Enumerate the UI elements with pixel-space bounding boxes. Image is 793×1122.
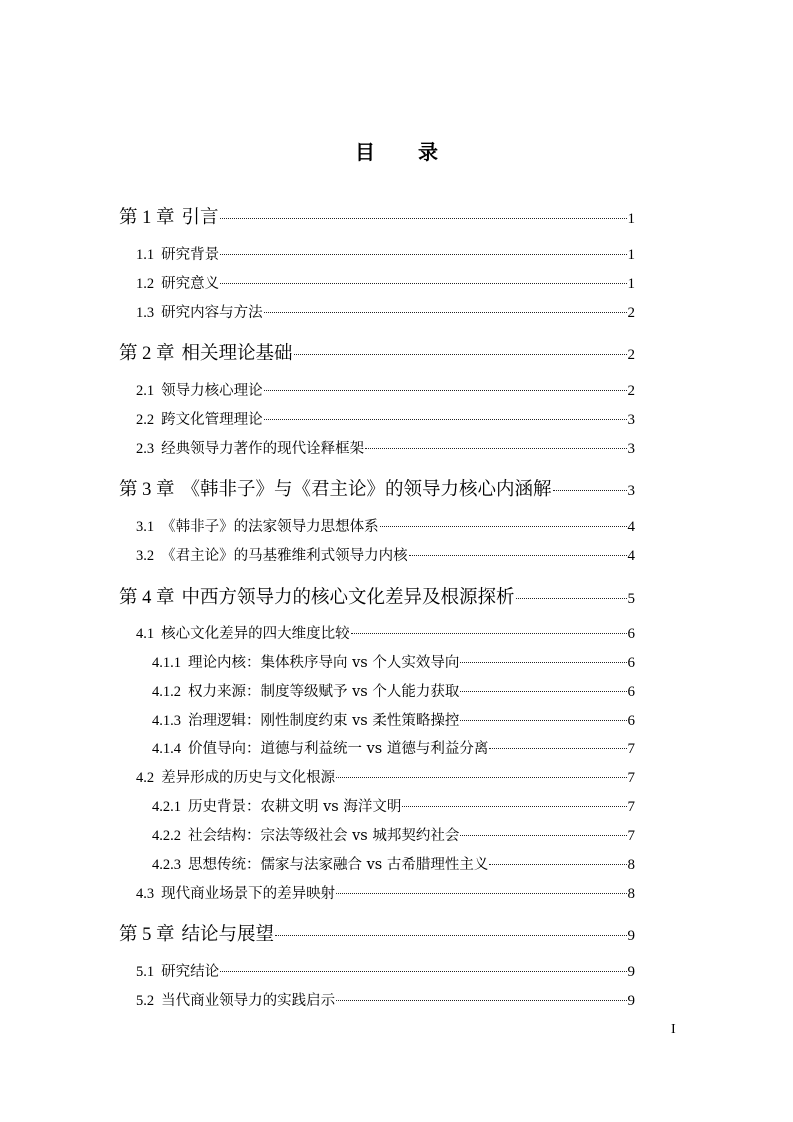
dot-leader	[351, 633, 627, 634]
toc-entry-label	[136, 379, 263, 400]
toc-entry-page: 8	[627, 857, 635, 873]
toc-entry-text: 核心文化差异的四大维度比较	[161, 626, 350, 642]
toc-chapter-entry[interactable]	[119, 339, 635, 365]
toc-entry-page: 7	[627, 770, 635, 786]
toc-section-entry[interactable]	[136, 379, 635, 400]
toc-entry-text: 中西方领导力的核心文化差异及根源探析	[181, 587, 515, 608]
toc-entry-number: 1.3	[136, 305, 155, 321]
toc-entry-text: 治理逻辑：刚性制度约束 vs 柔性策略操控	[188, 713, 460, 729]
toc-entry-text: 现代商业场景下的差异映射	[161, 886, 336, 902]
toc-entry-number: 4.1.1	[152, 655, 181, 671]
dot-leader	[275, 935, 626, 936]
dot-leader	[220, 283, 626, 284]
toc-entry-label	[152, 853, 488, 874]
toc-subsection-entry[interactable]	[152, 737, 635, 758]
toc-section-entry[interactable]	[136, 437, 635, 458]
toc-chapter-entry[interactable]	[119, 203, 635, 229]
toc-entry-text: 历史背景：农耕文明 vs 海洋文明	[188, 799, 402, 815]
toc-entry-text: 权力来源：制度等级赋予 vs 个人能力获取	[188, 684, 460, 700]
toc-entry-text: 研究内容与方法	[161, 305, 263, 321]
dot-leader	[365, 448, 626, 449]
toc-entry-number: 3.1	[136, 519, 155, 535]
toc-entry-page: 7	[627, 828, 635, 844]
dot-leader	[489, 864, 626, 865]
toc-entry-number: 4.1.4	[152, 741, 181, 757]
toc-entry-text: 相关理论基础	[181, 343, 293, 364]
toc-entry-text: 研究意义	[161, 276, 220, 292]
toc-entry-number: 4.3	[136, 886, 155, 902]
toc-entry-number: 4.2.3	[152, 857, 181, 873]
toc-chapter-entry[interactable]	[119, 583, 635, 609]
toc-entry-number: 第 2 章	[119, 344, 175, 364]
toc-section-entry[interactable]	[136, 408, 635, 429]
toc-subsection-entry[interactable]	[152, 680, 635, 701]
toc-entry-label	[136, 882, 335, 903]
toc-entry-page: 2	[627, 383, 635, 399]
dot-leader	[336, 893, 626, 894]
toc-entry-number: 2.3	[136, 441, 155, 457]
toc-entry-text: 差异形成的历史与文化根源	[161, 770, 336, 786]
toc-entry-text: 领导力核心理论	[161, 383, 263, 399]
toc-entry-number: 2.1	[136, 383, 155, 399]
dot-leader	[460, 720, 626, 721]
toc-subsection-entry[interactable]	[152, 795, 635, 816]
dot-leader	[264, 419, 627, 420]
toc-entry-label	[136, 766, 335, 787]
toc-section-entry[interactable]	[136, 766, 635, 787]
dot-leader	[460, 835, 626, 836]
toc-entry-page: 1	[627, 276, 635, 292]
toc-entry-page: 7	[627, 741, 635, 757]
toc-entry-label	[152, 680, 459, 701]
dot-leader	[220, 254, 626, 255]
dot-leader	[516, 598, 627, 599]
toc-entry-number: 4.2	[136, 770, 155, 786]
toc-entry-text: 当代商业领导力的实践启示	[161, 993, 336, 1009]
toc-entry-text: 经典领导力著作的现代诠释框架	[161, 441, 365, 457]
toc-entry-text: 《韩非子》与《君主论》的领导力核心内涵解	[181, 479, 552, 500]
dot-leader	[220, 218, 627, 219]
toc-entry-label	[119, 920, 274, 946]
toc-entry-page: 4	[627, 548, 635, 564]
toc-entry-label	[136, 515, 379, 536]
toc-entry-page: 1	[627, 211, 635, 227]
toc-entry-number: 第 3 章	[119, 480, 175, 500]
toc-entry-label	[136, 301, 263, 322]
toc-entry-text: 研究背景	[161, 247, 220, 263]
toc-section-entry[interactable]	[136, 989, 635, 1010]
toc-entry-page: 6	[627, 626, 635, 642]
toc-entry-text: 社会结构：宗法等级社会 vs 城邦契约社会	[188, 828, 460, 844]
toc-entry-number: 4.1	[136, 626, 155, 642]
dot-leader	[336, 1000, 626, 1001]
toc-entry-page: 9	[627, 964, 635, 980]
toc-entry-page: 9	[627, 993, 635, 1009]
toc-entry-page: 7	[627, 799, 635, 815]
toc-entry-page: 9	[627, 928, 635, 944]
toc-entry-label	[136, 437, 364, 458]
toc-entry-number: 4.2.1	[152, 799, 181, 815]
toc-chapter-entry[interactable]	[119, 920, 635, 946]
toc-entry-page: 1	[627, 247, 635, 263]
toc-section-entry[interactable]	[136, 301, 635, 322]
toc-section-entry[interactable]	[136, 544, 635, 565]
toc-subsection-entry[interactable]	[152, 709, 635, 730]
toc-entry-label	[136, 272, 219, 293]
toc-entry-page: 8	[627, 886, 635, 902]
toc-entry-number: 3.2	[136, 548, 155, 564]
toc-entry-number: 第 1 章	[119, 208, 175, 228]
toc-entry-page: 5	[627, 591, 635, 607]
toc-entry-page: 2	[627, 305, 635, 321]
dot-leader	[336, 777, 626, 778]
toc-entry-label	[136, 989, 335, 1010]
toc-entry-label	[152, 824, 459, 845]
toc-subsection-entry[interactable]	[152, 824, 635, 845]
toc-entry-label	[136, 243, 219, 264]
toc-entry-number: 2.2	[136, 412, 155, 428]
dot-leader	[294, 354, 627, 355]
dot-leader	[264, 390, 627, 391]
toc-section-entry[interactable]	[136, 243, 635, 264]
toc-entry-number: 1.2	[136, 276, 155, 292]
toc-entry-number: 4.2.2	[152, 828, 181, 844]
toc-entry-label	[136, 960, 219, 981]
toc-entry-number: 第 4 章	[119, 588, 175, 608]
dot-leader	[409, 555, 627, 556]
toc-entry-label	[119, 339, 293, 365]
toc-section-entry[interactable]	[136, 272, 635, 293]
toc-subsection-entry[interactable]	[152, 853, 635, 874]
toc-section-entry[interactable]	[136, 515, 635, 536]
toc-entry-number: 1.1	[136, 247, 155, 263]
toc-entry-label	[152, 651, 459, 672]
toc-section-entry[interactable]	[136, 622, 635, 643]
toc-entry-text: 《君主论》的马基雅维利式领导力内核	[161, 548, 408, 564]
toc-entry-label	[136, 544, 408, 565]
toc-entry-label	[119, 475, 552, 501]
toc-entry-label	[119, 583, 515, 609]
toc-entry-number: 4.1.3	[152, 713, 181, 729]
toc-entry-label	[136, 622, 350, 643]
toc-entry-page: 4	[627, 519, 635, 535]
toc-section-entry[interactable]	[136, 882, 635, 903]
dot-leader	[553, 490, 627, 491]
toc-entry-page: 6	[627, 655, 635, 671]
toc-entry-number: 5.2	[136, 993, 155, 1009]
dot-leader	[402, 806, 626, 807]
toc-entry-text: 跨文化管理理论	[161, 412, 263, 428]
toc-entry-text: 结论与展望	[181, 924, 275, 945]
toc-entry-label	[152, 737, 488, 758]
dot-leader	[380, 526, 627, 527]
toc-entry-page: 6	[627, 684, 635, 700]
toc-entry-text: 引言	[181, 207, 219, 228]
toc-entry-page: 3	[627, 441, 635, 457]
toc-title: 目 录	[355, 140, 456, 164]
toc-entry-label	[119, 203, 219, 229]
toc-entry-label	[152, 709, 459, 730]
toc-entry-number: 4.1.2	[152, 684, 181, 700]
toc-entry-page: 6	[627, 713, 635, 729]
toc-entry-number: 第 5 章	[119, 925, 175, 945]
toc-entry-number: 5.1	[136, 964, 155, 980]
dot-leader	[460, 691, 626, 692]
toc-entry-label	[152, 795, 401, 816]
toc-entry-text: 《韩非子》的法家领导力思想体系	[161, 519, 379, 535]
toc-entry-page: 3	[627, 412, 635, 428]
toc-entry-label	[136, 408, 263, 429]
toc-entry-text: 理论内核：集体秩序导向 vs 个人实效导向	[188, 655, 460, 671]
toc-entry-text: 价值导向：道德与利益统一 vs 道德与利益分离	[188, 741, 489, 757]
toc-entry-text: 思想传统：儒家与法家融合 vs 古希腊理性主义	[188, 857, 489, 873]
toc-chapter-entry[interactable]	[119, 475, 635, 501]
toc-entry-text: 研究结论	[161, 964, 220, 980]
toc-entry-page: 2	[627, 347, 635, 363]
page-number: I	[671, 1022, 676, 1037]
dot-leader	[460, 662, 626, 663]
dot-leader	[264, 312, 627, 313]
toc-section-entry[interactable]	[136, 960, 635, 981]
dot-leader	[489, 748, 626, 749]
toc-entry-page: 3	[627, 483, 635, 499]
toc-subsection-entry[interactable]	[152, 651, 635, 672]
dot-leader	[220, 971, 626, 972]
